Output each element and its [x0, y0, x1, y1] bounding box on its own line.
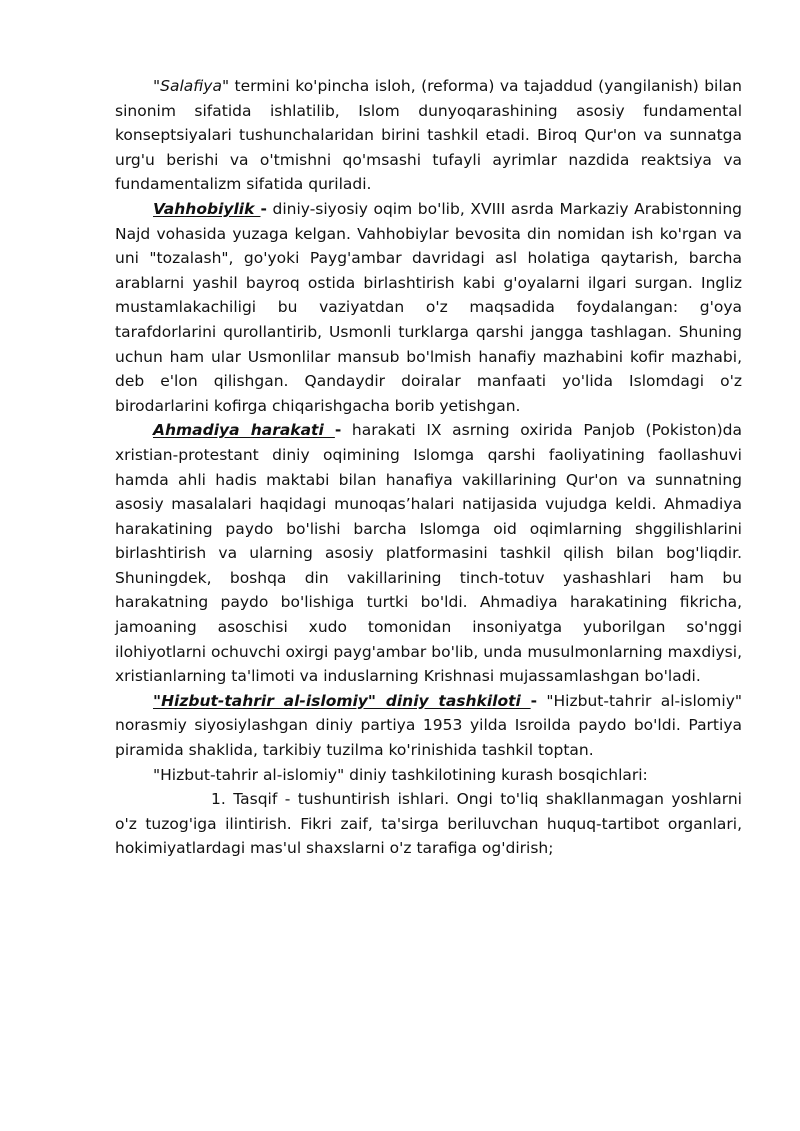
stage-item-1: 1. Tasqif - tushuntirish ishlari. Ongi to'liq shakllanmagan yoshlarni o'z tuzog'iga ilintirish. Fikri zaif, ta'sirga beriluvchan huquq-tartibot organlari, hokimiyatlardagi mas'ul shaxslarni o'z tarafiga og'dirish; [115, 790, 742, 858]
term-ahmadiya: Ahmadiya harakati [153, 421, 335, 440]
paragraph-salafiya [115, 74, 742, 197]
dash-ahmadiya: - [334, 421, 342, 440]
term-salafiya: "Salafiya" [153, 77, 230, 95]
paragraph-hizbut-text: "Hizbut-tahrir al-islomiy" norasmiy siyosiylashgan diniy partiya 1953 yilda Isroilda paydo bo'ldi. Partiya piramida shaklida, tarkibiy tuzilma ko'rinishida tashkil toptan. [115, 691, 742, 760]
paragraph-vahhobiylik-text: diniy-siyosiy oqim bo'lib, XVIII asrda Markaziy Arabistonning Najd vohasida yuzaga kelgan. Vahhobiylar bevosita din nomidan ish ko'rgan va uni "tozalash", go'yoki Payg'ambar davridagi asl holatiga qaytarish, barcha arablarni yashil bayroq ostida birlashtirish kabi g'oyalarni ilgari surgan. Ingliz mustamlakachiligi bu vaziyatdan o'z maqsadida foydalangan: g'oya tarafdorlarini qurollantirib, Usmonli turklarga qarshi jangga tashlagan. Shuning uchun ham ular Usmonlilar mansub bo'lmish hanafiy mazhabini kofir mazhabi, deb e'lon qilishgan. Qandaydir doiralar manfaati yo'lida Islomdagi o'z birodarlarini kofirga chiqarishgacha borib yetishgan. [115, 199, 743, 415]
term-hizbut: "Hizbut-tahrir al-islomiy" diniy tashkiloti [153, 691, 531, 710]
stages-heading: "Hizbut-tahrir al-islomiy" diniy tashkilotining kurash bosqichlari: [153, 765, 648, 784]
paragraph-ahmadiya [115, 418, 742, 689]
term-vahhobiylik: Vahhobiylik [153, 199, 261, 218]
document-page [115, 74, 742, 861]
paragraph-vahhobiylik [115, 197, 742, 418]
paragraph-hizbut [115, 689, 742, 763]
paragraph-salafiya-text: termini ko'pincha isloh, (reforma) va tajaddud (yangilanish) bilan sinonim sifatida ishlatilib, Islom dunyoqarashining asosiy fundamental konseptsiyalari tushunchalaridan birini tashkil etadi. Biroq Qur'on va sunnatga urg'u berishi va o'tmishni qo'msashi tufayli ayrimlar nazdida reaktsiya va fundamentalizm sifatida quriladi. [115, 77, 742, 194]
paragraph-ahmadiya-text: harakati IX asrning oxirida Panjob (Pokiston)da xristian-protestant diniy oqimining Islomga qarshi faoliyatining faollashuvi hamda ahli hadis maktabi bilan hanafiya vakillarining Qur'on va sunnatning asosiy masalalari haqidagi munoqas’halari natijasida vujudga keldi. Ahmadiya harakatining paydo bo'lishi barcha Islomga oid oqimlarning shggilishlarini birlashtirish va ularning asosiy platformasini tashkil qilish bilan bog'liqdir. Shuningdek, boshqa din vakillarining tinch-totuv yashashlari ham bu harakatning paydo bo'lishiga turtki bo'ldi. Ahmadiya harakatining fikricha, jamoaning asoschisi xudo tomonidan insoniyatga yuborilgan so'nggi ilohiyotlarni ochuvchi oxirgi payg'ambar bo'lib, unda musulmonlarning maxdiysi, xristianlarning ta'limoti va induslarning Krishnasi mujassamlashgan bo'ladi. [115, 421, 742, 686]
dash-hizbut: - [530, 691, 538, 710]
dash-vahhobiylik: - [260, 199, 267, 218]
